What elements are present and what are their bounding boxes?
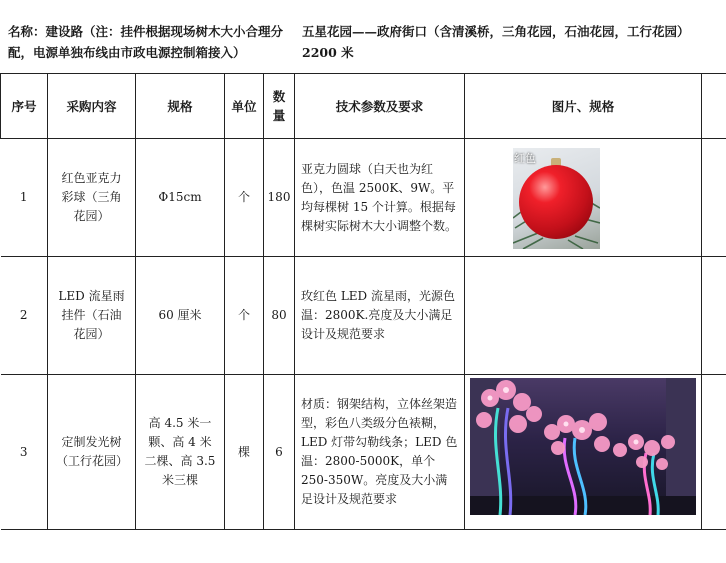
header-title-right (302, 21, 722, 63)
row-image-cell (465, 139, 702, 257)
row-qty: 80 (264, 257, 295, 375)
row-tech: 玫红色 LED 流星雨，光源色温：2800K.亮度及大小满足设计及规范要求 (295, 257, 465, 375)
table-row (1, 257, 726, 375)
header-title-left: 名称：建设路（注：挂件根据现场树木大小合理分配，电源单独布线由市政电源控制箱接入） (8, 24, 284, 60)
row-image-cell (465, 257, 702, 375)
row-item: LED 流星雨挂件（石油花园） (48, 257, 136, 375)
row-unit: 个 (225, 139, 264, 257)
row-qty: 6 (264, 375, 295, 530)
header-length: 2200 米 (302, 45, 354, 60)
col-header-qty: 数量 (264, 74, 295, 139)
col-header-unit: 单位 (225, 74, 264, 139)
row-unit: 棵 (225, 375, 264, 530)
row-image-cell (465, 375, 702, 530)
row-qty: 180 (264, 139, 295, 257)
row-no: 1 (1, 139, 48, 257)
row-unit: 个 (225, 257, 264, 375)
header-location: 五星花园——政府街口（含清溪桥，三角花园，石油花园，工行花园） (302, 24, 690, 39)
col-header-tech: 技术参数及要求 (295, 74, 465, 139)
row-no: 2 (1, 257, 48, 375)
row-item: 红色亚克力彩球（三角花园） (48, 139, 136, 257)
col-header-extra (702, 74, 726, 139)
light-tree-photo (470, 378, 696, 515)
row-spec: 高 4.5 米一颗、高 4 米二棵、高 3.5 米三棵 (136, 375, 225, 530)
row-item: 定制发光树（工行花园） (48, 375, 136, 530)
red-ball-photo (513, 148, 600, 249)
table-row (1, 139, 726, 257)
row-tech: 材质：钢架结构，立体丝架造型，彩色八类级分色裱糊，LED 灯带勾勒线条；LED 色温：2800-5000K，单个 250-350W。亮度及大小满足设计及规范要求 (295, 375, 465, 530)
row-no: 3 (1, 375, 48, 530)
ball-icon (519, 165, 593, 239)
row-tech: 亚克力圆球（白天也为红色），色温 2500K、9W。平均每棵树 15 个计算。根据每棵树实际树木大小调整个数。 (295, 139, 465, 257)
table-header-row (1, 74, 726, 139)
col-header-image: 图片、规格 (465, 74, 702, 139)
col-header-item: 采购内容 (48, 74, 136, 139)
row-spec: Φ15cm (136, 139, 225, 257)
col-header-spec: 规格 (136, 74, 225, 139)
image-label: 红色 (514, 152, 536, 165)
procurement-table (0, 73, 726, 530)
col-header-no: 序号 (1, 74, 48, 139)
table-row (1, 375, 726, 530)
row-spec: 60 厘米 (136, 257, 225, 375)
